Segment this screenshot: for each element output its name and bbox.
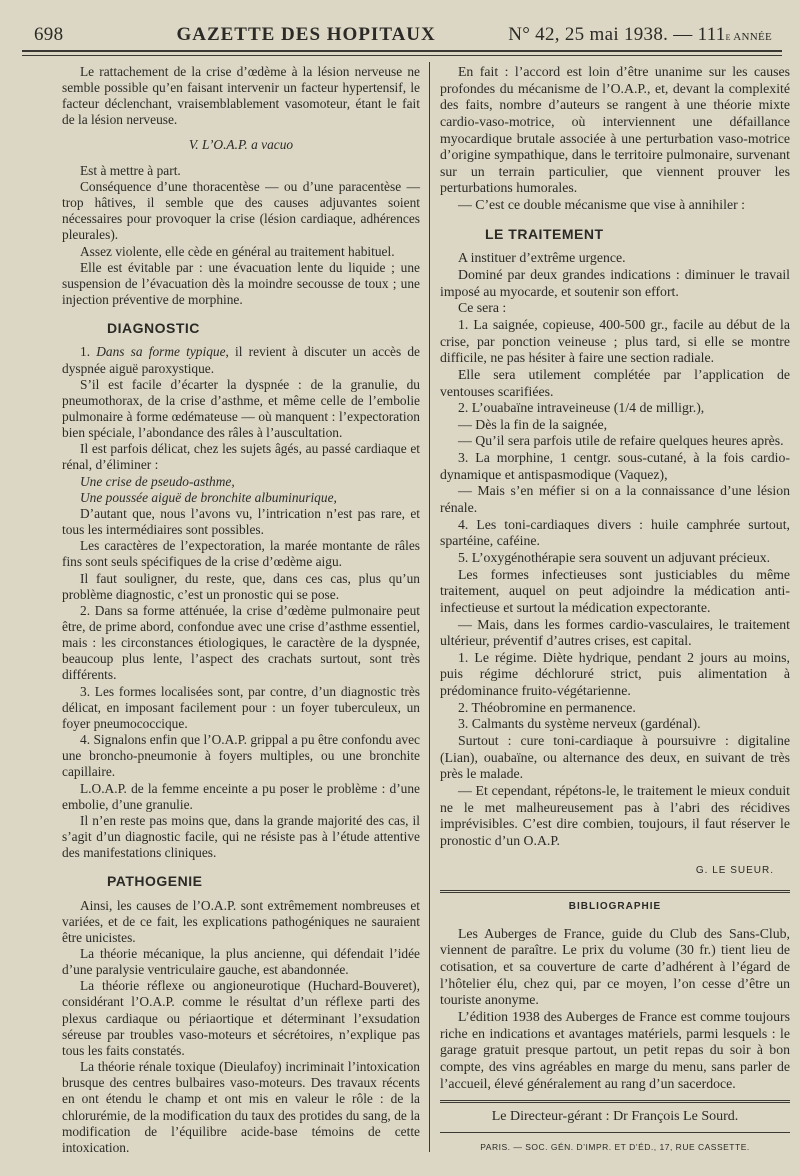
paragraph: Conséquence d’une thoracentèse — ou d’une paracentèse — trop hâtives, il semble que des causes adjuvantes soient nécessaires pour provoquer la crise (lésion cardiaque, adhérences pleurales). [62, 178, 420, 243]
paragraph: Elle est évitable par : une évacuation lente du liquide ; une suspension de l’évacuation dès la moindre secousse de toux ; une injection préventive de morphine. [62, 259, 420, 308]
page-number: 698 [34, 24, 64, 45]
paragraph: Les Auberges de France, guide du Club des Sans-Club, viennent de paraître. Le prix du volume (30 fr.) tient lieu de cotisation, et sa couverture de carte d’adhérent à l’égard de l’hôtelier élu, chez qui, par ce moyen, l’on cesse d’être un touriste anonyme. [440, 925, 790, 1008]
header-rule-thin [22, 55, 782, 56]
paragraph: 2. L’ouabaïne intraveineuse (1/4 de milligr.), [458, 400, 705, 416]
paragraph: La théorie mécanique, la plus ancienne, qui défendait l’idée d’une paralysie ventriculaire gauche, est abandonnée. [62, 945, 420, 978]
paragraph [62, 474, 420, 490]
paragraph: — Dès la fin de la saignée, [458, 416, 608, 432]
section-rule [440, 890, 790, 893]
item-number: 1. [80, 344, 97, 360]
printer-line: PARIS. — SOC. GÉN. D’IMPR. ET D’ÉD., 17, RUE CASSETTE. [480, 1141, 750, 1152]
paragraph: Ainsi, les causes de l’O.A.P. sont extrêmement nombreuses et variées, et de ce fait, les explications pathogéniques ne sauraient être unicistes. [62, 897, 420, 945]
paragraph: — C’est ce double mécanisme que vise à annihiler : [458, 197, 745, 213]
paragraph: — Et cependant, répétons-le, le traitement le mieux conduit ne le met malheureusement pas à l’abri des récidives imprévisibles. C’est dire combien, toujours, il faut réserver le pronostic d’un O.A.P. [440, 782, 790, 848]
bibliographie-heading: BIBLIOGRAPHIE [568, 901, 662, 913]
paragraph: — Mais s’en méfier si on a la connaissance d’une lésion rénale. [440, 483, 790, 516]
column-divider [429, 62, 430, 1152]
paragraph: La théorie rénale toxique (Dieulafoy) incriminait l’intoxication brusque des centres bulbaires vaso-moteurs. Des travaux récents en ont étendu le champ et ont mis en valeur le rôle : de la chlorurémie, de la modification du taux des protides du sang, de la modification de l’équilibre acide-base témoins de cette intoxication. [62, 1059, 420, 1155]
paragraph: La théorie réflexe ou angioneurotique (Huchard-Bouveret), considérant l’O.A.P. comme le résultat d’un réflexe parti des plexus cardiaque ou périaortique et déterminant l’exsudation séreuse par troubles vaso-moteurs et sécrétoires, n’explique pas tous les faits constatés. [62, 978, 420, 1058]
footer-rule [440, 1100, 790, 1103]
issue-date: N° 42, 25 mai 1938. — 111 [508, 24, 726, 45]
paragraph: — Qu’il sera parfois utile de refaire quelques heures après. [458, 433, 784, 449]
paragraph: — Mais, dans les formes cardio-vasculaires, le traitement ultérieur, préventif d’autres crises, est capital. [440, 616, 790, 649]
left-column [62, 64, 420, 1156]
paragraph: 1. Le régime. Diète hydrique, pendant 2 jours au moins, puis régime déchloruré strict, puis alimentation à prédominance fruito-végétarienne. [440, 649, 790, 699]
author-signature: G. LE SUEUR. [695, 865, 774, 877]
paragraph: Dominé par deux grandes indications : diminuer le travail imposé au myocarde, et soutenir son effort. [440, 267, 790, 299]
intro-paragraph: Le rattachement de la crise d’œdème à la lésion nerveuse ne semble possible qu’en faisant intervenir un facteur hypertensif, le facteur déclenchant, vraisemblablement vasomoteur, étant le fait de la lésion nerveuse. [62, 64, 420, 128]
text-run: , il revient à discuter un accès de dyspnée aiguë paroxystique. [62, 344, 420, 376]
paragraph: En fait : l’accord est loin d’être unanime sur les causes profondes du mécanisme de l’O.A.P., et, devant la complexité des faits, nombre d’auteurs se rangent à une théorie mixte cardio-vaso-motrice, où interviennent une défaillance myocardique brutale associée à une perturbation vaso-motrice d’origine sympathique, dans le territoire pulmonaire, survenant sur un terrain particulier, que viennent prouver les perturbations humorales. [440, 64, 790, 196]
paragraph: 2. Dans sa forme atténuée, la crise d’œdème pulmonaire peut être, de prime abord, confondue avec une crise d’asthme essentiel, mais : les circonstances étiologiques, le caractère de la dyspnée, beaucoup plus lente, l’aspect des crachats surtout, sont très différents. [62, 602, 420, 683]
paragraph: S’il est facile d’écarter la dyspnée : de la granulie, du pneumothorax, de la crise d’asthme, et même celle de l’embolie pulmonaire à forme œdémateuse — où manquent : l’expectoration bien spéciale, l’abondance des râles à l’auscultation. [62, 376, 420, 441]
paragraph: 3. Calmants du système nerveux (gardénal). [458, 716, 701, 732]
paragraph [62, 490, 420, 506]
paragraph: Surtout : cure toni-cardiaque à poursuivre : digitaline (Lian), ouabaïne, ou alternance des deux, en suivant de très près le malade. [440, 732, 790, 782]
paragraph: L.O.A.P. de la femme enceinte a pu poser le problème : d’une embolie, d’une granulie. [62, 780, 420, 812]
header-rule [22, 50, 782, 52]
issue-line [508, 24, 782, 46]
paragraph: 5. L’oxygénothérapie sera souvent un adjuvant précieux. [458, 549, 771, 565]
issue-year: e ANNÉE [725, 31, 772, 43]
paragraph: A instituer d’extrême urgence. [458, 250, 626, 266]
paragraph: Assez violente, elle cède en général au traitement habituel. [80, 243, 395, 259]
paragraph: Il faut souligner, du reste, que, dans ces cas, plus qu’un problème diagnostic, c’est un pronostic qui se pose. [62, 570, 420, 602]
right-column [440, 64, 790, 1155]
paragraph: 4. Les toni-cardiaques divers : huile camphrée surtout, spartéine, caféine. [440, 516, 790, 549]
paragraph: Il n’en reste pas moins que, dans la grande majorité des cas, il s’agit d’un diagnostic facile, qui ne résiste pas à l’étude attentive des manifestations cliniques. [62, 812, 420, 861]
paragraph [62, 344, 420, 376]
printer-rule [440, 1132, 790, 1133]
treatment-heading: LE TRAITEMENT [485, 225, 604, 242]
paragraph: L’édition 1938 des Auberges de France est comme toujours riche en indications et avantages matériels, parmi lesquels : le garage gratuit presque partout, un petit repas du soir à bon compte, des vins agréables en marge du menu, sans parler de l’accueil, élevé généralement au rang d’un sacerdoce. [440, 1008, 790, 1091]
paragraph: Elle sera utilement complétée par l’application de ventouses scarifiées. [440, 366, 790, 399]
paragraph: 1. La saignée, copieuse, 400-500 gr., facile au début de la crise, par ponction veineuse ; plus tard, si elle se montre difficile, ne pas hésiter à faire une section radiale. [440, 316, 790, 366]
paragraph: Il est parfois délicat, chez les sujets âgés, au passé cardiaque et rénal, d’éliminer : [62, 441, 420, 473]
section-vacuo-heading: V. L’O.A.P. a vacuo [188, 136, 294, 152]
paragraph: Les caractères de l’expectoration, la marée montante de râles fins sont seuls spécifiques de la crise d’œdème aigu. [62, 538, 420, 570]
paragraph: Est à mettre à part. [80, 162, 181, 178]
director-line: Le Directeur-gérant : Dr François Le Sourd. [491, 1109, 739, 1125]
paragraph: D’autant que, nous l’avons vu, l’intrication n’est pas rare, et tous les intermédiaires sont possibles. [62, 505, 420, 538]
emphasis: Une crise de pseudo-asthme, [80, 473, 235, 489]
pathogenie-heading: PATHOGENIE [107, 873, 203, 890]
page-header [22, 18, 782, 46]
paragraph: 2. Théobromine en permanence. [458, 699, 636, 715]
journal-title: GAZETTE DES HOPITAUX [176, 24, 436, 45]
paragraph: Ce sera : [458, 300, 507, 316]
paragraph: Les formes infectieuses sont justiciables du même traitement, auquel on peut adjoindre la médication anti-infectieuse et surtout la médication expectorante. [440, 566, 790, 615]
paragraph: 4. Signalons enfin que l’O.A.P. grippal a pu être confondu avec une broncho-pneumonie à foyers multiples, ou une bronchite capillaire. [62, 732, 420, 780]
emphasis: Dans sa forme typique [96, 344, 226, 360]
paragraph: 3. Les formes localisées sont, par contre, d’un diagnostic très délicat, en imposant facilement pour : un foyer tuberculeux, un foyer pneumococcique. [62, 683, 420, 731]
emphasis: Une poussée aiguë de bronchite albuminurique, [80, 489, 337, 505]
diagnostic-heading: DIAGNOSTIC [107, 320, 200, 337]
paragraph: 3. La morphine, 1 centgr. sous-cutané, à la fois cardio-dynamique et antispasmodique (Vaquez), [440, 450, 790, 482]
